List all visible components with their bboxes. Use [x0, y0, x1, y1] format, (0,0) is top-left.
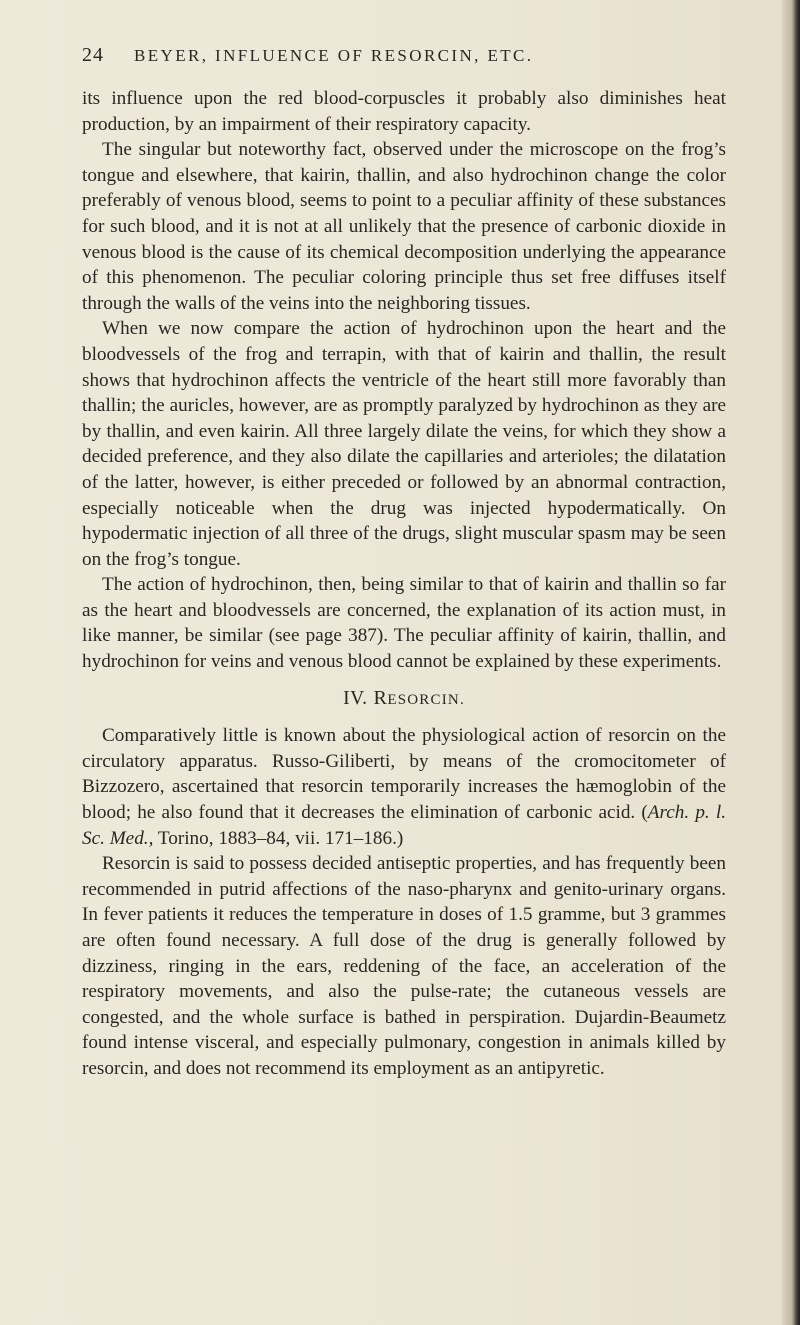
page-number: 24	[82, 44, 104, 66]
citation-journal: Arch. p. l. Sc. Med.,	[82, 802, 726, 849]
paragraph-continued: its influence upon the red blood-corpuscles it probably also diminishes heat production, by an impairment of their respiratory capacity.	[82, 88, 726, 135]
section-title-rest: ESORCIN.	[387, 691, 465, 708]
paragraph-venous-blood: The singular but noteworthy fact, observed under the microscope on the frog’s tongue and elsewhere, that kairin, thallin, and also hydrochinon change the color preferably of venous blood, seems to point to a peculiar affinity of these substances for such blood, and it is not at all unlikely that the presence of carbonic dioxide in venous blood is the cause of its chemical decomposition underlying the appearance of this phenomenon. The peculiar coloring principle thus set free diffuses itself through the walls of the veins into the neighboring tissues.	[82, 139, 726, 314]
paragraph-resorcin-text: Comparatively little is known about the physiological action of resorcin on the circulatory apparatus. Russo-Giliberti, by means of the cromocitometer of Bizzozero, ascertained that resorcin temporarily increases the hæmoglobin of the blood; he also found that it decreases the elimination of carbonic acid. (	[82, 725, 726, 824]
paragraph-hydrochinon-comparison: When we now compare the action of hydrochinon upon the heart and the bloodvessels of the frog and terrapin, with that of kairin and thallin, the result shows that hydrochinon affects the ventricle of the heart still more favorably than thallin; the auricles, however, are as promptly paralyzed by hydrochinon as they are by thallin, and even kairin. All three largely dilate the veins, for which they show a decided preference, and they also dilate the capillaries and arterioles; the dilatation of the latter, however, is either preceded or followed by an abnormal contraction, especially noticeable when the drug was injected hypodermatically. On hypodermatic injection of all three of the drugs, slight muscular spasm may be seen on the frog’s tongue.	[82, 318, 726, 570]
section-heading	[82, 686, 726, 714]
page-edge-shadow	[782, 0, 800, 1325]
section-title-initial: R	[373, 686, 388, 709]
section-number: IV.	[343, 687, 368, 709]
citation-details: Torino, 1883–84, vii. 171–186.)	[153, 827, 404, 849]
running-head: BEYER, INFLUENCE OF RESORCIN, ETC.	[134, 46, 534, 65]
paragraph-resorcin-circulation	[82, 723, 726, 851]
body-text	[82, 86, 726, 1082]
paragraph-resorcin-antiseptic: Resorcin is said to possess decided antiseptic properties, and has frequently been recommended in putrid affections of the naso-pharynx and genito-urinary organs. In fever patients it reduces the temperature in doses of 1.5 gramme, but 3 grammes are often found necessary. A full dose of the drug is generally followed by dizziness, ringing in the ears, reddening of the face, an acceleration of the respiratory movements, and also the pulse-rate; the cutaneous vessels are congested, and the whole surface is bathed in perspiration. Dujardin-Beaumetz found intense visceral, and especially pulmonary, congestion in animals killed by resorcin, and does not recommend its employment as an antipyretic.	[82, 853, 726, 1079]
page-header	[82, 44, 724, 70]
paragraph-action-explanation: The action of hydrochinon, then, being similar to that of kairin and thallin so far as the heart and bloodvessels are concerned, the explanation of its action must, in like manner, be similar (see page 387). The peculiar affinity of kairin, thallin, and hydrochinon for veins and venous blood cannot be explained by these experiments.	[82, 574, 726, 673]
